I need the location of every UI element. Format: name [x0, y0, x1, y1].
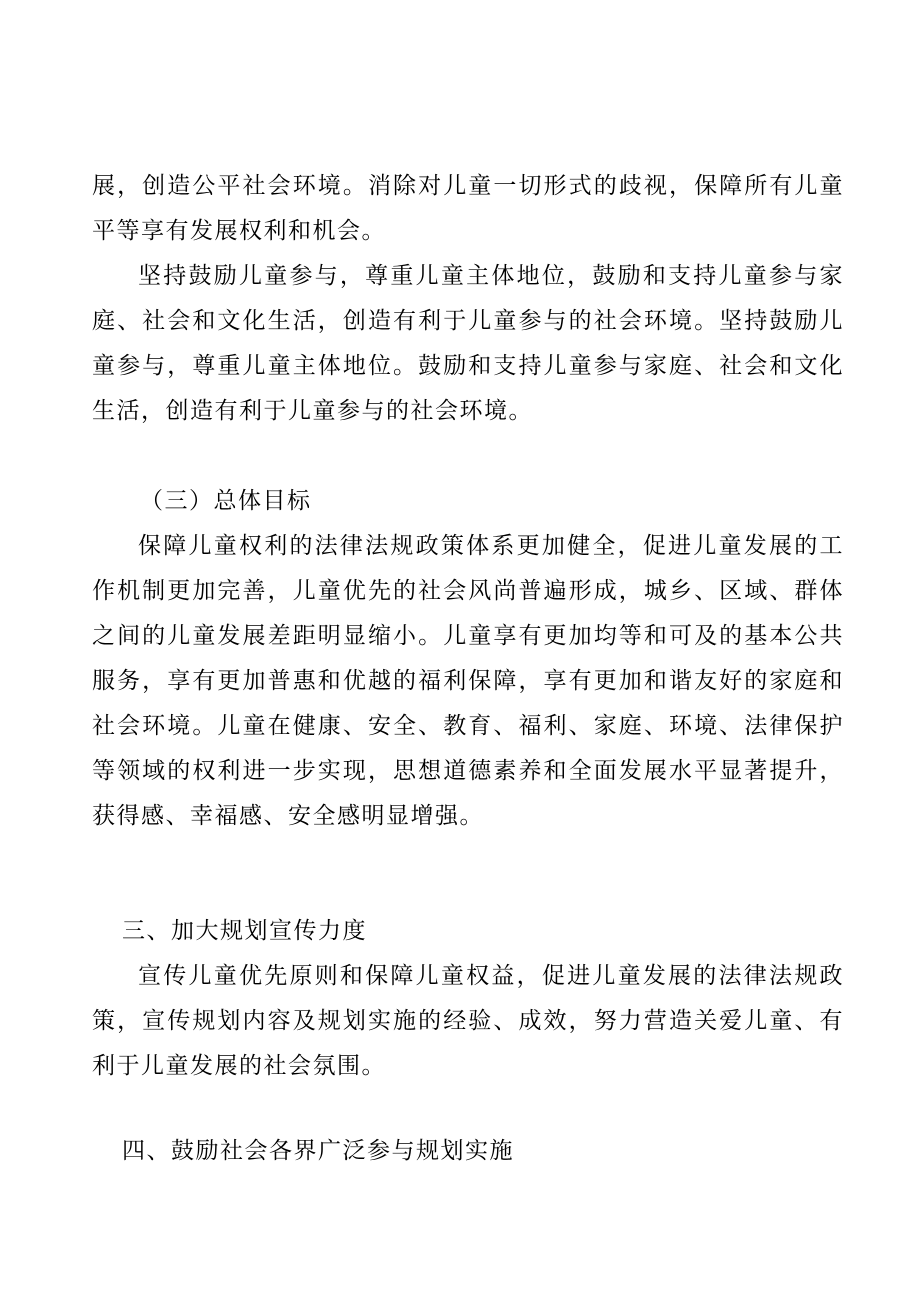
- paragraph-publicity: 宣传儿童优先原则和保障儿童权益，促进儿童发展的法律法规政策，宣传规划内容及规划实施的经验、成效，努力营造关爱儿童、有利于儿童发展的社会氛围。: [92, 963, 844, 1079]
- subheading-overall-goal: （三）总体目标: [140, 488, 312, 514]
- paragraph-overall-goal: 保障儿童权利的法律法规政策体系更加健全，促进儿童发展的工作机制更加完善，儿童优先的社会风尚普遍形成，城乡、区域、群体之间的儿童发展差距明显缩小。儿童享有更加均等和可及的基本公共服务，享有更加普惠和优越的福利保障，享有更加和谐友好的家庭和社会环境。儿童在健康、安全、教育、福利、家庭、环境、法律保护等领域的权利进一步实现，思想道德素养和全面发展水平显著提升，获得感、幸福感、安全感明显增强。: [92, 533, 844, 829]
- paragraph-continuation: 展，创造公平社会环境。消除对儿童一切形式的歧视，保障所有儿童平等享有发展权利和机会。: [92, 173, 844, 244]
- section-heading-publicity: 三、加大规划宣传力度: [122, 918, 367, 944]
- paragraph-encourage-participation: 坚持鼓励儿童参与，尊重儿童主体地位，鼓励和支持儿童参与家庭、社会和文化生活，创造有利于儿童参与的社会环境。坚持鼓励儿童参与，尊重儿童主体地位。鼓励和支持儿童参与家庭、社会和文化生活，创造有利于儿童参与的社会环境。: [92, 263, 844, 424]
- section-heading-social-participation: 四、鼓励社会各界广泛参与规划实施: [122, 1138, 514, 1164]
